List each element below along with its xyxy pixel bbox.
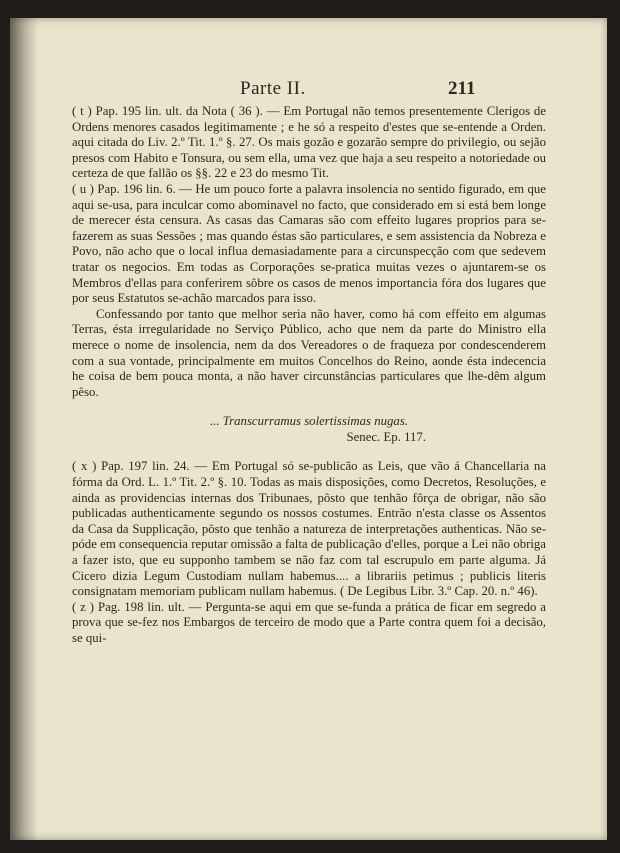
footnote-u: ( u ) Pap. 196 lin. 6. — He um pouco forte a palavra insolencia no sentido figurado, em que aqui se-usa, para inculcar como abominavel no facto, que considerado em si está bem longe de merecer ésta censura. As casas das Camaras são com effeito lugares proprios para se-fazerem as suas Sessões ; mas quando éstas são particulares, e sem assistencia da Nobreza e Povo, não acho que o local influa demasiadamente para a circunspecção com que sedevem tratar os negocios. Em todas as Corporações se-pratica muitas vezes o ajuntarem-se os Membros d'ellas para conferirem sôbre os casos de menos importancia fóra dos lugares que por seus Estatutos se-achão marcados para isso. — [72, 181, 546, 306]
epigraph-text: ... Transcurramus solertissimas nugas. — [209, 414, 409, 429]
page-gutter-shadow — [10, 18, 38, 840]
page-number: 211 — [448, 78, 476, 99]
epigraph — [72, 414, 546, 445]
page-body — [72, 104, 546, 647]
epigraph-source: Senec. Ep. 117. — [346, 429, 426, 444]
footnote-z: ( z ) Pag. 198 lin. ult. — Pergunta-se aqui em que se-funda a prática de ficar em segredo a prova que se-fez nos Embargos de terceiro de modo que a Parte contra quem foi a decisão, se qui- — [72, 599, 546, 645]
page-header — [0, 78, 597, 100]
running-title: Parte II. — [240, 78, 306, 99]
footnote-u-continuation: Confessando por tanto que melhor seria não haver, como há com effeito em algumas Terras, ésta irregularidade no Serviço Público, acho que nem da parte do Ministro ella merece o nome de insolencia, nem da dos Vereadores o de fraqueza por condescenderem com a sua vontade, principalmente em muitos Concelhos do Reino, aonde ésta indecencia he coisa de bem pouca monta, a não haver circunstâncias particulares que lhe-dêm algum pêso. — [72, 306, 546, 399]
footnote-x: ( x ) Pap. 197 lin. 24. — Em Portugal só se-publicão as Leis, que vão á Chancellaria na fórma da Ord. L. 1.º Tit. 2.º §. 10. Todas as mais disposições, como Decretos, Resoluções, e ainda as providencias internas dos Tribunaes, pôsto que tenhão fôrça de obrigar, não são publicadas authenticamente segundo os nossos costumes. Entrão n'esta classe os Assentos da Casa da Supplicação, pôsto que tenhão a natureza de interpretações authenticas. Não se-póde em consequencia reputar omissão a falta de publicação d'elles, porque a Lei não obriga a fazer isto, que eu supponho tambem se não faz com tal escrupulo em parte alguma. Já Cicero dizia Legum Custodiam nullam habemus.... a librariis petimus ; publicis literis consignatam memoriam publicam nullam habemus. ( De Legibus Libr. 3.º Cap. 20. n.º 46). — [72, 459, 546, 599]
footnote-t: ( t ) Pap. 195 lin. ult. da Nota ( 36 ). — Em Portugal não temos presentemente Clerigos de Ordens menores casados legitimamente ; e he só a respeito d'estes que se-entende a Orden. aqui citada do Liv. 2.º Tit. 1.º §. 27. Os mais gozão e gozarão sempre do privilegio, ou sejão presos com Habito e Tonsura, ou sem ella, uma vez que haja a seu respeito a notoriedade ou certeza de que fallão os §§. 22 e 23 do mesmo Tit. — [72, 104, 546, 181]
